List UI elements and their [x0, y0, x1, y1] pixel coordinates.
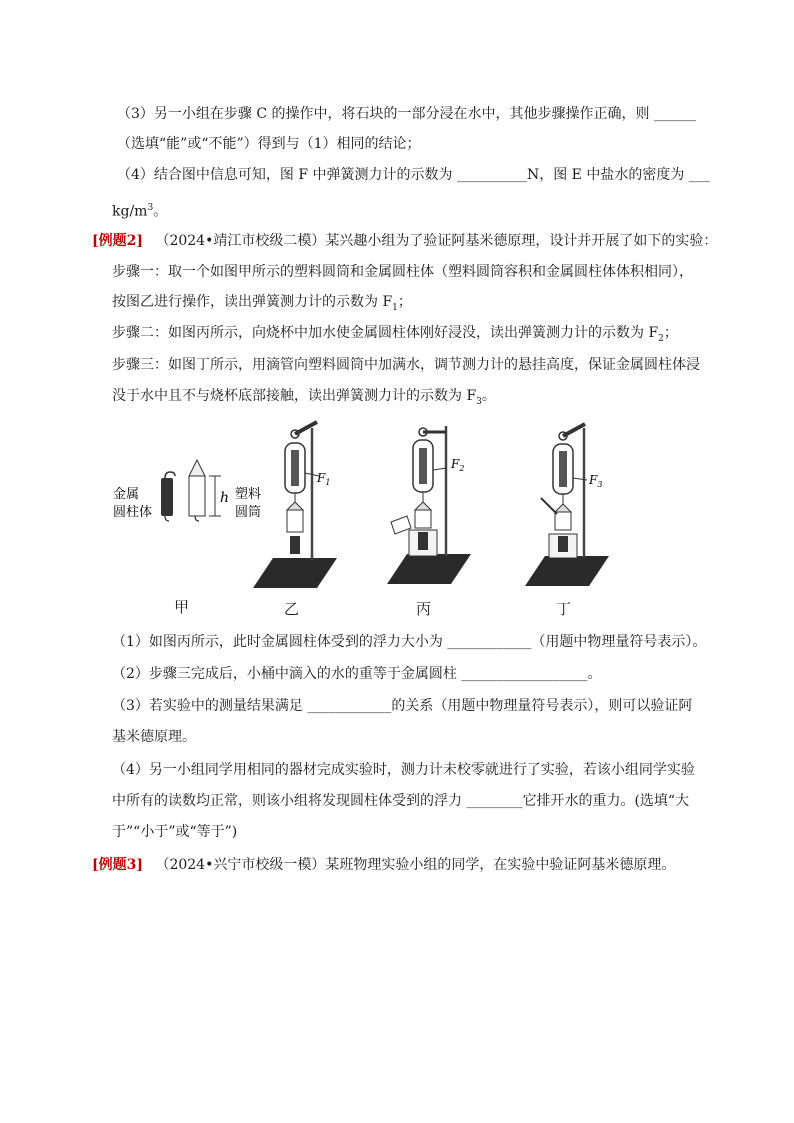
question4-line-c: 于”“小于”或“等于”)	[112, 824, 238, 840]
q4-line-b	[112, 198, 167, 222]
label-f1: $F_1$	[317, 471, 331, 487]
example2-text: （2024•靖江市校级二模）某兴趣小组为了验证阿基米德原理，设计并开展了如下的实验：	[155, 233, 718, 249]
label-f2: $F_2$	[451, 457, 465, 473]
step3-line-b	[112, 386, 496, 412]
figure-jia	[113, 460, 261, 521]
step1-sub: 1	[392, 302, 398, 313]
step2-sub: 2	[658, 333, 664, 344]
example2-heading	[92, 231, 717, 251]
step2-end: ；	[663, 325, 678, 341]
example3-text: （2024•兴宁市校级一模）某班物理实验小组的同学，在实验中验证阿基米德原理。	[155, 857, 676, 873]
step1-line-a: 步骤一：取一个如图甲所示的塑料圆筒和金属圆柱体（塑料圆筒容积和金属圆柱体体积相同），	[112, 264, 693, 280]
question4-line-b: 中所有的读数均正常，则该小组将发现圆柱体受到的浮力 ________它排开水的重力。(选填“大	[112, 793, 690, 809]
label-metal-1: 金属	[113, 486, 140, 501]
question1-line: （1）如图丙所示，此时金属圆柱体受到的浮力大小为 ____________（用题中物理量符号表示）。	[112, 634, 707, 650]
step2-line	[112, 323, 678, 349]
step3-end: 。	[481, 388, 496, 404]
figure-bing	[387, 426, 471, 584]
example3-tag: [例题3]	[92, 857, 143, 873]
density-unit: kg/m	[112, 203, 148, 220]
q4-line-a: （4）结合图中信息可知，图 F 中弹簧测力计的示数为 __________N，图 E 中盐水的密度为 ___	[117, 167, 710, 183]
question4-line-a: （4）另一小组同学用相同的器材完成实验时，测力计未校零就进行了实验，若该小组同学实验	[112, 762, 695, 778]
step1-end: ；	[397, 294, 412, 310]
caption-jia: 甲	[174, 598, 190, 616]
example2-tag: [例题2]	[92, 233, 143, 249]
apparatus-diagram	[105, 418, 645, 618]
label-f3: $F_3$	[589, 473, 603, 489]
figure-yi	[253, 422, 337, 588]
question3-line-a: （3）若实验中的测量结果满足 ____________的关系（用题中物理量符号表示），则可以验证阿	[112, 698, 693, 714]
q3-line-b: （选填“能”或“不能”）得到与（1）相同的结论；	[117, 136, 421, 152]
question2-line: （2）步骤三完成后，小桶中滴入的水的重等于金属圆柱 __________________。	[112, 666, 602, 682]
question3-line-b: 基米德原理。	[112, 729, 196, 745]
label-plastic-1: 塑料	[235, 486, 262, 501]
step1-line-b	[112, 292, 412, 318]
plastic-cylinder	[189, 460, 205, 521]
caption-yi: 乙	[284, 600, 300, 618]
step3-line-a: 步骤三：如图丁所示，用滴管向塑料圆筒中加满水，调节测力计的悬挂高度，保证金属圆柱体浸	[112, 357, 700, 373]
unit-superscript: 3	[147, 203, 154, 213]
q4-end: 。	[153, 203, 168, 220]
label-h: h	[220, 490, 230, 506]
caption-bing: 丙	[416, 600, 432, 618]
figure-ding	[525, 424, 609, 586]
experiment-figure	[105, 418, 645, 618]
dropper	[541, 498, 557, 514]
metal-cylinder	[161, 472, 175, 521]
q3-line-a: （3）另一小组在步骤 C 的操作中，将石块的一部分浸在水中，其他步骤操作正确，则 ______	[117, 106, 696, 122]
step3-sub: 3	[476, 396, 482, 407]
example3-heading	[92, 855, 675, 875]
step1-text: 按图乙进行操作，读出弹簧测力计的示数为 F	[112, 294, 393, 310]
caption-ding: 丁	[556, 600, 572, 618]
label-metal-2: 圆柱体	[113, 504, 153, 519]
step2-text: 步骤二：如图丙所示，向烧杯中加水使金属圆柱体刚好浸没，读出弹簧测力计的示数为 F	[112, 325, 659, 341]
label-plastic-2: 圆筒	[235, 504, 262, 519]
step3-text: 没于水中且不与烧杯底部接触，读出弹簧测力计的示数为 F	[112, 388, 477, 404]
